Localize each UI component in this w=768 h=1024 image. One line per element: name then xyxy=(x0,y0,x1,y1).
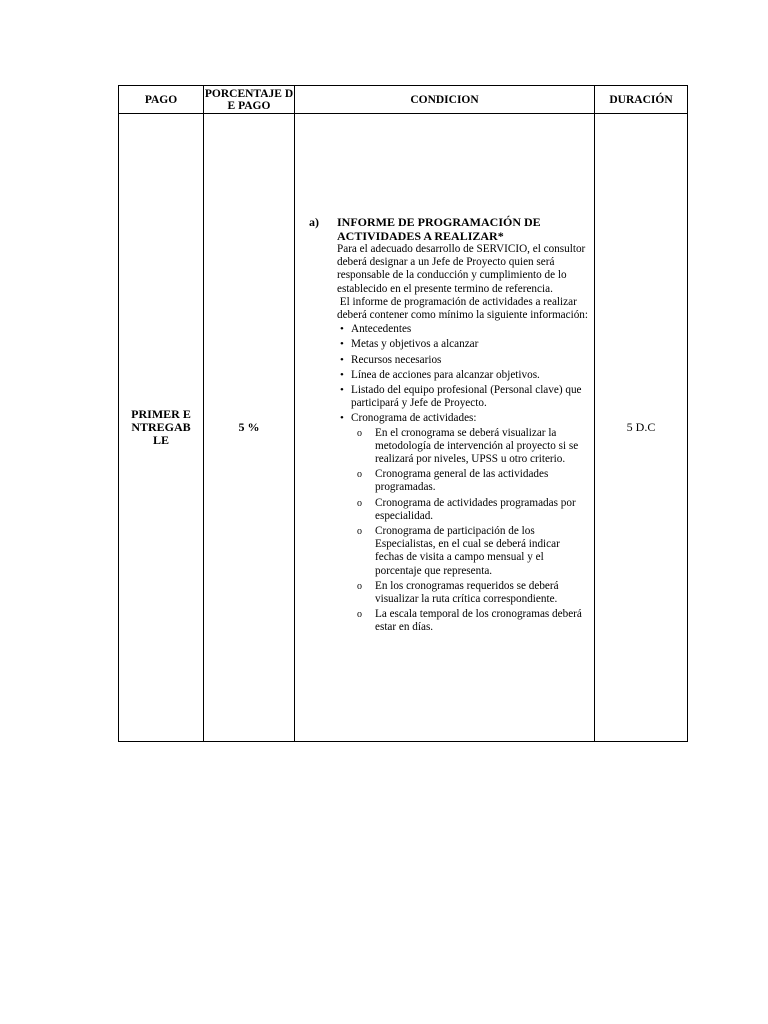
sub-list-item xyxy=(351,525,591,578)
list-item xyxy=(337,354,591,367)
condition-letter: a) xyxy=(309,215,319,229)
list-item-text: Línea de acciones para alcanzar objetivos. xyxy=(351,368,540,381)
condition-heading xyxy=(309,215,591,243)
pago-value: PRIMER ENTREGABLE xyxy=(131,407,191,447)
condition-body xyxy=(337,243,591,635)
header-pago: PAGO xyxy=(119,86,204,114)
bullet-icon: • xyxy=(340,368,344,381)
list-item-text: Cronograma de actividades: xyxy=(351,412,477,425)
schedule-sublist xyxy=(351,427,591,635)
cell-duracion: 5 D.C xyxy=(595,114,688,742)
list-item xyxy=(337,369,591,382)
cell-pago xyxy=(119,114,204,742)
bullet-icon: • xyxy=(340,384,344,397)
circle-bullet-icon: o xyxy=(357,427,362,439)
bullet-icon: • xyxy=(340,412,344,425)
list-item-text: Recursos necesarios xyxy=(351,353,442,366)
sub-list-item xyxy=(351,427,591,467)
condition-title: INFORME DE PROGRAMACIÓN DE ACTIVIDADES A REALIZAR* xyxy=(337,215,541,243)
circle-bullet-icon: o xyxy=(357,497,362,509)
header-duracion: DURACIÓN xyxy=(595,86,688,114)
list-item xyxy=(337,323,591,336)
sub-list-item-text: La escala temporal de los cronogramas deberá estar en días. xyxy=(375,608,582,634)
sub-list-item-text: Cronograma general de las actividades programadas. xyxy=(375,468,549,494)
list-item-text: Listado del equipo profesional (Personal clave) que participará y Jefe de Proyecto. xyxy=(351,384,582,410)
bullet-icon: • xyxy=(340,338,344,351)
sub-list-item xyxy=(351,608,591,634)
circle-bullet-icon: o xyxy=(357,526,362,538)
sub-list-item xyxy=(351,497,591,523)
sub-list-item xyxy=(351,468,591,494)
list-item xyxy=(337,338,591,351)
condition-paragraph-2: El informe de programación de actividades a realizar deberá contener como mínimo la siguiente información: xyxy=(337,295,589,322)
header-condicion: CONDICION xyxy=(295,86,595,114)
cell-condicion xyxy=(295,114,595,742)
condition-paragraph-1: Para el adecuado desarrollo de SERVICIO, el consultor deberá designar a un Jefe de Proyecto quien será responsable de la conducción y cumplimiento de lo establecido en el presente termino de referencia. xyxy=(337,243,586,295)
list-item xyxy=(337,384,591,410)
payment-table xyxy=(118,85,688,742)
list-item-text: Metas y objetivos a alcanzar xyxy=(351,338,479,351)
sub-list-item-text: Cronograma de actividades programadas por especialidad. xyxy=(375,496,576,522)
circle-bullet-icon: o xyxy=(357,609,362,621)
list-item-text: Antecedentes xyxy=(351,323,412,336)
condition-block xyxy=(309,215,591,637)
sub-list-item-text: En el cronograma se deberá visualizar la metodología de intervención al proyecto si se realizará por niveles, UPSS u otro criterio. xyxy=(375,426,579,466)
bullet-icon: • xyxy=(340,323,344,336)
bullet-icon: • xyxy=(340,353,344,366)
cell-porcentaje: 5 % xyxy=(204,114,295,742)
table-row xyxy=(119,114,688,742)
table-header-row xyxy=(119,86,688,114)
requirements-list xyxy=(337,323,591,634)
header-porcentaje: PORCENTAJE DE PAGO xyxy=(204,87,294,112)
sub-list-item-text: Cronograma de participación de los Especialistas, en el cual se deberá indicar fechas de visita a campo mensual y el porcentaje que representa. xyxy=(375,525,560,577)
sub-list-item-text: En los cronogramas requeridos se deberá visualizar la ruta crítica correspondiente. xyxy=(375,579,559,606)
circle-bullet-icon: o xyxy=(357,469,362,481)
circle-bullet-icon: o xyxy=(357,580,362,592)
list-item xyxy=(337,412,591,634)
sub-list-item xyxy=(351,580,591,606)
